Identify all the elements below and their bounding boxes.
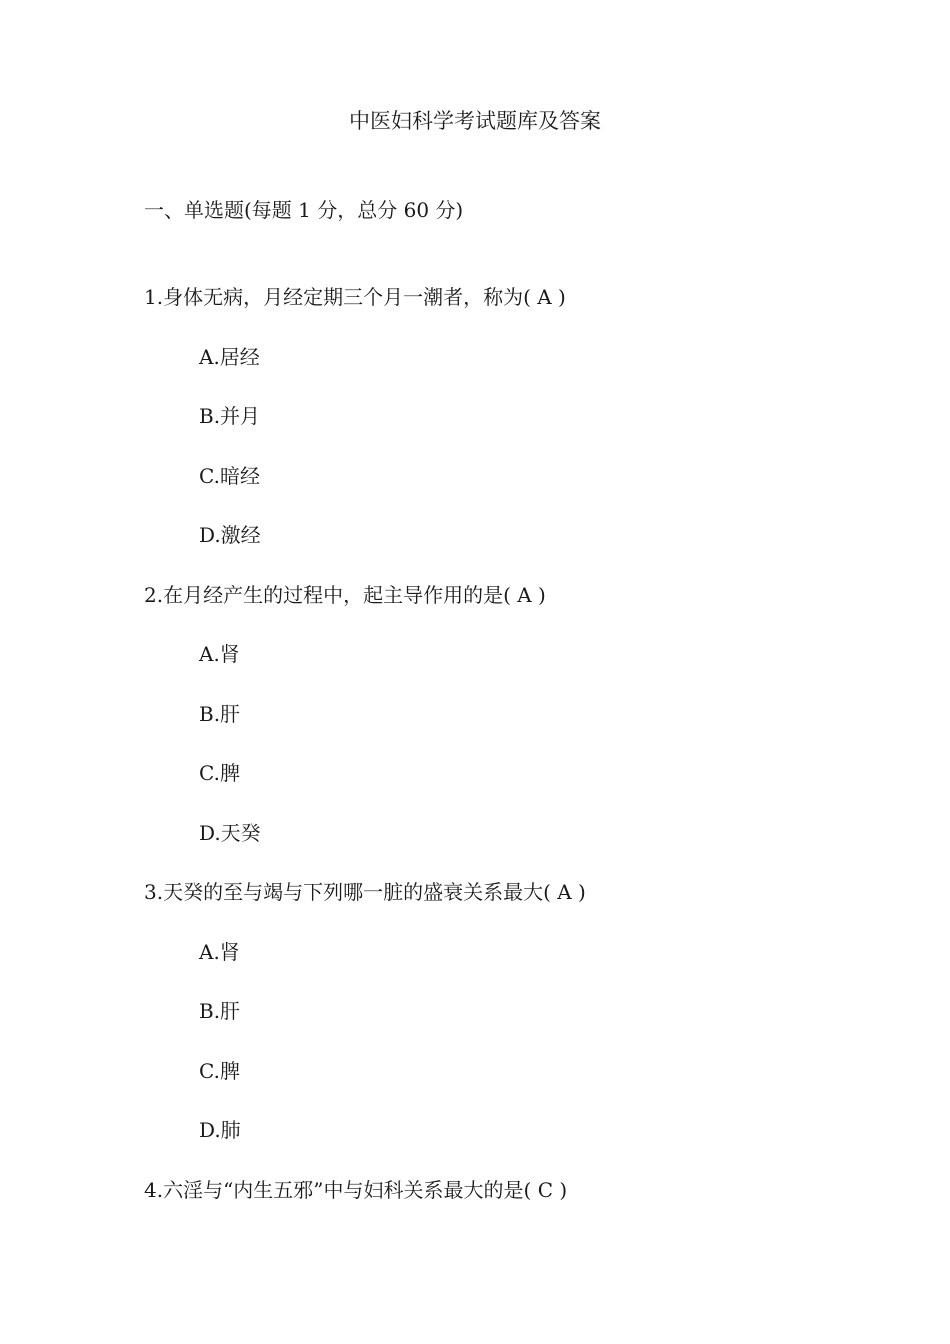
question-3 — [144, 878, 884, 1144]
question-stem: 2.在月经产生的过程中，起主导作用的是( A ) — [144, 582, 546, 607]
question-2 — [144, 581, 884, 847]
option-a: A.居经 — [199, 344, 260, 369]
question-1 — [144, 283, 884, 549]
option-c: C.脾 — [199, 1058, 240, 1083]
option-a: A.肾 — [199, 642, 240, 666]
option-b: B.肝 — [199, 999, 241, 1023]
option-d: D.天癸 — [199, 820, 261, 845]
question-stem: 3.天癸的至与竭与下列哪一脏的盛衰关系最大( A ) — [144, 880, 586, 904]
option-b: B.肝 — [199, 701, 241, 726]
option-c: C.脾 — [199, 761, 240, 785]
option-b: B.并月 — [199, 404, 261, 428]
option-d: D.肺 — [199, 1118, 241, 1142]
section-heading: 一、单选题(每题 1 分，总分 60 分) — [144, 198, 464, 222]
document-title: 中医妇科学考试题库及答案 — [349, 109, 601, 133]
question-stem: 1.身体无病，月经定期三个月一潮者，称为( A ) — [144, 285, 566, 309]
option-c: C.暗经 — [199, 463, 260, 488]
question-list — [144, 283, 884, 1235]
option-d: D.激经 — [199, 523, 261, 547]
option-a: A.肾 — [199, 939, 240, 964]
question-4 — [144, 1176, 884, 1204]
question-stem: 4.六淫与“内生五邪”中与妇科关系最大的是( C ) — [144, 1177, 568, 1202]
